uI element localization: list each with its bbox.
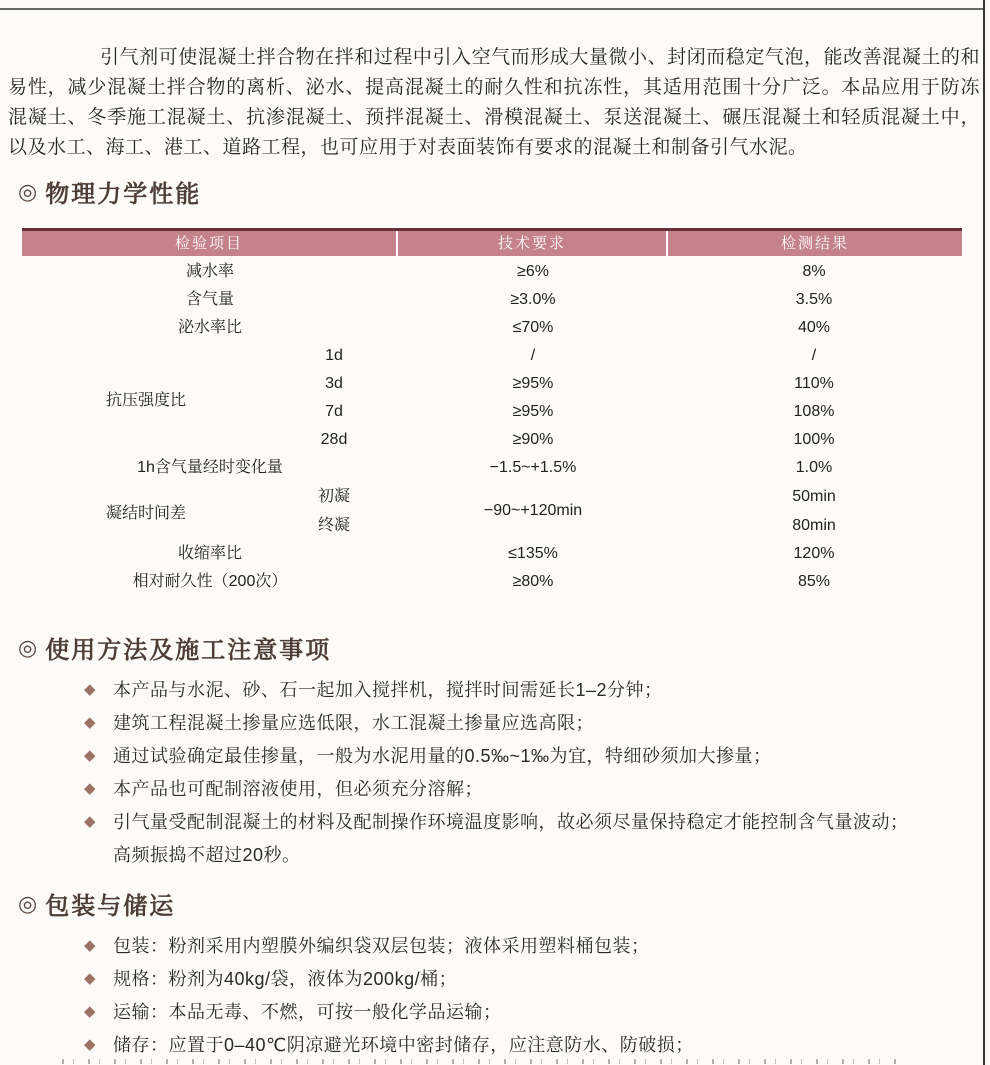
list-item: ◆ 本产品也可配制溶液使用，但必须充分溶解； [84, 779, 483, 799]
section-bullet-icon: ◎ [18, 178, 40, 204]
table-row-group-setting-time: 凝结时间差 初凝 终凝 −90~+120min 50min 80min [22, 482, 962, 540]
table-row: 含气量 ≥3.0% 3.5% [185, 291, 833, 308]
table-header-item: 检验项目 [22, 231, 398, 256]
list-item: ◆ 储存：应置于0–40℃阴凉避光环境中密封储存，应注意防水、防破损； [84, 1035, 694, 1055]
table-header-result: 检测结果 [780, 235, 849, 252]
section-title: 包装与储运 [45, 893, 176, 920]
list-item: ◆ 包装：粉剂采用内塑膜外编织袋双层包装；液体采用塑料桶包装； [84, 936, 650, 956]
table-row: 减水率 ≥6% 8% [185, 263, 826, 280]
diamond-bullet-icon: ◆ [84, 747, 96, 764]
section-bullet-icon: ◎ [18, 890, 40, 916]
diamond-bullet-icon: ◆ [84, 681, 96, 698]
section-title: 物理力学性能 [45, 181, 202, 208]
list-item: ◆ 本产品与水泥、砂、石一起加入搅拌机，搅拌时间需延长1–2分钟； [84, 680, 663, 700]
table-header-row [22, 228, 962, 256]
list-item: ◆ 运输：本品无毒、不燃，可按一般化学品运输； [84, 1002, 502, 1022]
cutoff-text-remnant [62, 1059, 902, 1064]
properties-table [22, 228, 962, 596]
table-row: 泌水率比 ≤70% 40% [177, 319, 831, 336]
section-bullet-icon: ◎ [18, 634, 40, 660]
section-heading-packaging [18, 886, 175, 921]
section-title: 使用方法及施工注意事项 [45, 637, 332, 664]
diamond-bullet-icon: ◆ [84, 813, 96, 830]
table-row: 1h含气量经时变化量 −1.5~+1.5% 1.0% [137, 459, 833, 476]
list-item: ◆ 引气量受配制混凝土的材料及配制操作环境温度影响，故必须尽量保持稳定才能控制含气量波动； 高频振捣不超过20秒。 [84, 812, 909, 865]
page-top-rule [0, 8, 985, 10]
list-item: ◆ 规格：粉剂为40kg/袋，液体为200kg/桶； [84, 969, 458, 989]
diamond-bullet-icon: ◆ [84, 1036, 96, 1053]
diamond-bullet-icon: ◆ [84, 1003, 96, 1020]
table-body [22, 256, 962, 596]
table-row: 相对耐久性（200次） ≥80% 85% [132, 573, 831, 590]
intro-paragraph: 引气剂可使混凝土拌合物在拌和过程中引入空气而形成大量微小、封闭而稳定气泡，能改善混凝土的和易性，减少混凝土拌合物的离析、泌水、提高混凝土的耐久性和抗冻性，其适用范围十分广泛。本品应用于防冻混凝土、冬季施工混凝土、抗渗混凝土、预拌混凝土、滑模混凝土、泵送混凝土、碾压混凝土和轻质混凝土中，以及水工、海工、港工、道路工程，也可应用于对表面装饰有要求的混凝土和制备引气水泥。 [8, 47, 980, 158]
age-subcolumn: 1d 3d 7d 28d [320, 347, 348, 448]
table-row: 收缩率比 ≤135% 120% [177, 545, 835, 562]
usage-notes-list [84, 678, 970, 876]
list-item: ◆ 通过试验确定最佳掺量，一般为水泥用量的0.5‰~1‰为宜，特细砂须加大掺量； [84, 746, 772, 766]
table-row-group-compressive-strength: 抗压强度比 1d 3d 7d 28d / ≥95% ≥95% ≥90% / 110% 108% 100% [22, 342, 962, 454]
section-heading-usage-notes [18, 630, 331, 665]
section-heading-physical-properties [18, 174, 201, 209]
table-header-requirement: 技术要求 [398, 231, 668, 256]
scan-edge-line [983, 0, 985, 1065]
diamond-bullet-icon: ◆ [84, 970, 96, 987]
diamond-bullet-icon: ◆ [84, 714, 96, 731]
packaging-list [84, 934, 970, 1065]
diamond-bullet-icon: ◆ [84, 780, 96, 797]
list-item: ◆ 建筑工程混凝土掺量应选低限，水工混凝土掺量应选高限； [84, 713, 594, 733]
diamond-bullet-icon: ◆ [84, 937, 96, 954]
setting-subcolumn: 初凝 终凝 [317, 488, 350, 534]
